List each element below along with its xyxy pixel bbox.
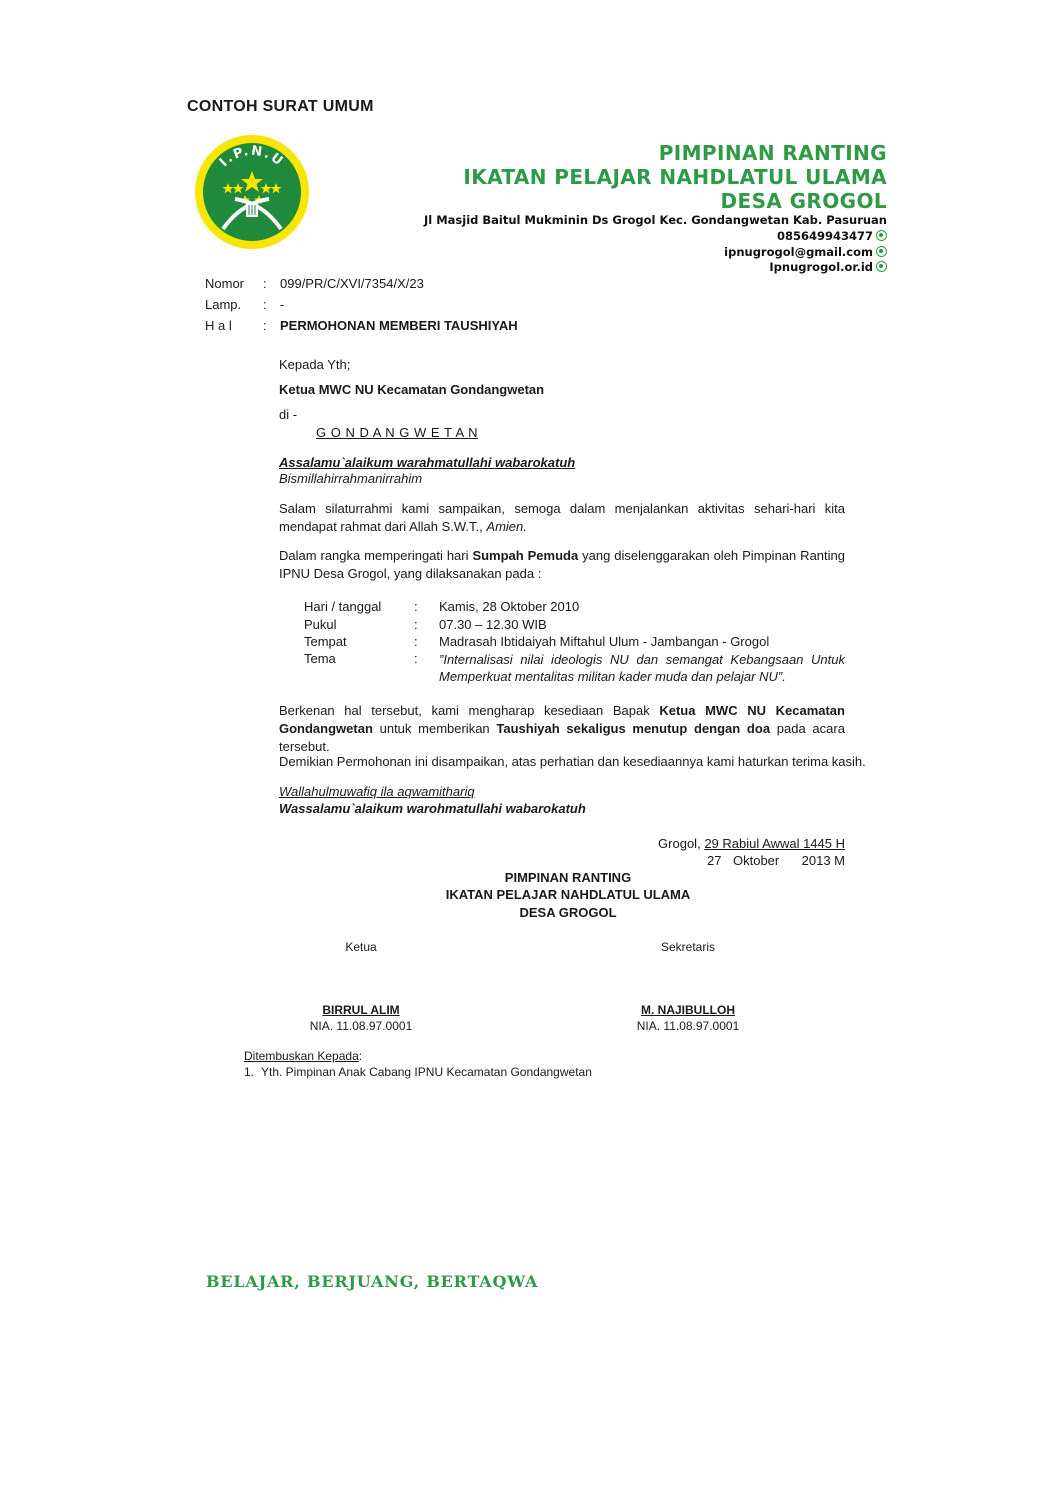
footer-motto: BELAJAR, BERJUANG, BERTAQWA [206,1272,539,1291]
closing-line-1: Wallahulmuwafiq ila aqwamithariq [279,784,475,799]
email-icon [876,246,887,257]
recipient-di: di - [279,407,298,422]
ketua-title: Ketua [345,940,377,954]
kop-website: Ipnugrogol.or.id [769,260,873,274]
p2-text-b: yang diselenggarakan oleh Pimpinan Ranting IPNU Desa Grogol, yang dilaksanakan pada : [279,548,845,581]
page-title: CONTOH SURAT UMUM [187,98,374,115]
p3-text-c: pada acara tersebut. [279,721,845,754]
p1-text: Salam silaturrahmi kami sampaikan, semoga dalam menjalankan aktivitas sehari-hari kita mendapat rahmat dari Allah S.W.T., [279,501,845,534]
p2-text-a: Dalam rangka memperingati hari [279,548,469,563]
recipient-salutation: Kepada Yth; [279,357,351,372]
event-colon: : [414,617,418,632]
hal-label: H a l [205,318,232,333]
recipient-place: G O N D A N G W E T A N [316,425,479,440]
body-paragraph-4: Demikian Permohonan ini disampaikan, atas perhatian dan kesediaannya kami haturkan terima kasih. [279,754,866,769]
event-value-place: Madrasah Ibtidaiyah Miftahul Ulum - Jambangan - Grogol [439,634,770,649]
event-value-theme: ”Internalisasi nilai ideologis NU dan semangat Kebangsaan Untuk Memperkuat mentalitas militan kader muda dan pelajar NU”. [439,652,845,684]
date-hijri-row [658,836,845,851]
date-place: Grogol, [658,836,701,851]
cc-title: Ditembuskan Kepada [244,1049,359,1063]
date-month: Oktober [733,853,780,868]
signature-org-2: IKATAN PELAJAR NAHDLATUL ULAMA [445,887,691,902]
event-label-time: Pukul [304,617,337,632]
logo-text: I.P.N.U [216,143,287,171]
kop-email: ipnugrogol@gmail.com [724,245,873,259]
ketua-name: BIRRUL ALIM [322,1003,400,1017]
lamp-colon: : [263,297,267,312]
kop-website-row [769,260,887,274]
closing-line-2: Wassalamu`alaikum warohmatullahi wabarokatuh [279,801,586,816]
event-value-time: 07.30 – 12.30 WIB [439,617,547,632]
nomor-label: Nomor [205,276,245,291]
opening-greeting: Assalamu`alaikum warahmatullahi wabarokatuh [279,455,576,470]
date-hijri: 29 Rabiul Awwal 1445 H [704,836,845,851]
phone-icon [876,230,887,241]
event-label-place: Tempat [304,634,347,649]
cc-item-1: Yth. Pimpinan Anak Cabang IPNU Kecamatan Gondangwetan [261,1065,592,1079]
nomor-value: 099/PR/C/XVI/7354/X/23 [280,276,424,291]
kop-title-line-3: DESA GROGOL [720,189,887,213]
p3-bold-2: Taushiyah sekaligus menutup dengan doa [496,721,771,736]
ipnu-logo [193,133,311,251]
signature-org-3: DESA GROGOL [519,905,617,920]
kop-address: Jl Masjid Baitul Mukminin Ds Grogol Kec. Gondangwetan Kab. Pasuruan [424,213,887,227]
nomor-colon: : [263,276,267,291]
sekretaris-title: Sekretaris [660,940,716,954]
kop-phone: 085649943477 [776,229,873,243]
hal-value: PERMOHONAN MEMBERI TAUSHIYAH [280,318,518,333]
body-paragraph-1 [279,500,845,536]
kop-email-row [724,245,887,259]
opening-basmalah: Bismillahirrahmanirrahim [279,471,423,486]
cc-item-1-num: 1. [244,1065,255,1079]
globe-icon [876,261,887,272]
sekretaris-nia: NIA. 11.08.97.0001 [636,1019,740,1033]
event-label-date: Hari / tanggal [304,599,382,614]
event-colon: : [414,599,418,614]
date-year: 2013 M [801,853,845,868]
kop-phone-row [777,229,887,243]
recipient-name: Ketua MWC NU Kecamatan Gondangwetan [279,382,545,397]
event-colon: : [414,634,418,649]
kop-title-line-1: PIMPINAN RANTING [658,141,887,165]
body-paragraph-3 [279,702,845,756]
hal-colon: : [263,318,267,333]
lamp-value: - [280,297,285,312]
date-day: 27 [707,853,722,868]
ketua-nia: NIA. 11.08.97.0001 [309,1019,413,1033]
kop-title-line-2: IKATAN PELAJAR NAHDLATUL ULAMA [463,165,887,189]
cc-title-row [244,1049,362,1063]
event-value-date: Kamis, 28 Oktober 2010 [439,599,580,614]
p1-amien: Amien. [486,519,527,534]
lamp-label: Lamp. [205,297,242,312]
body-paragraph-2 [279,547,845,583]
p3-text-a: Berkenan hal tersebut, kami mengharap kesediaan Bapak [279,703,650,718]
sekretaris-name: M. NAJIBULLOH [641,1003,735,1017]
p3-bold-1: Ketua MWC NU Kecamatan Gondangwetan [279,703,845,736]
cc-title-suffix: : [358,1049,363,1063]
event-label-theme: Tema [304,651,336,666]
signature-org-1: PIMPINAN RANTING [504,870,632,885]
p2-bold: Sumpah Pemuda [472,548,579,563]
p3-text-b: untuk memberikan [379,721,490,736]
event-colon: : [414,651,418,666]
